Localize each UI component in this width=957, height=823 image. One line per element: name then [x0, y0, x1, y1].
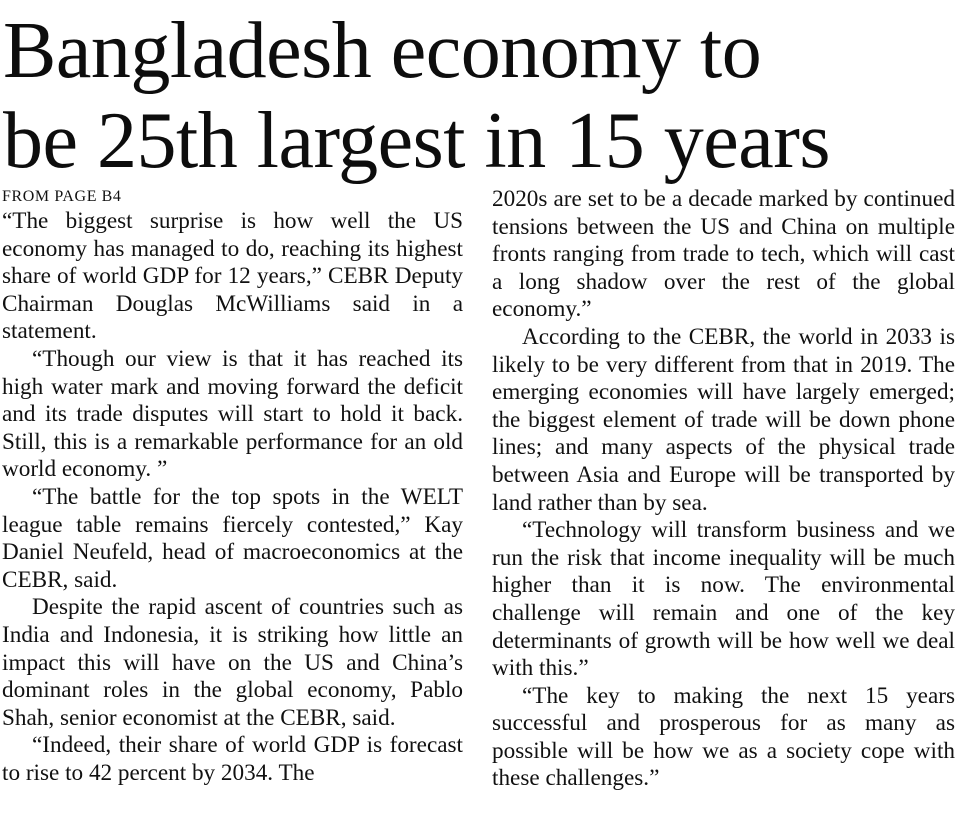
headline-line-2: be 25th largest in 15 years	[3, 97, 831, 185]
paragraph: “Indeed, their share of world GDP is forecast to rise to 42 percent by 2034. The	[2, 732, 463, 786]
paragraph-continued: 2020s are set to be a decade marked by continued tensions between the US and China on multiple fronts ranging from trade to tech, which will cast a long shadow over the rest of the global economy.”	[492, 186, 955, 323]
paragraph: “Though our view is that it has reached its high water mark and moving forward the deficit and its trade disputes will start to hold it back. Still, this is a remarkable performance for an old world economy. ”	[2, 345, 463, 483]
paragraph: “The biggest surprise is how well the US economy has managed to do, reaching its highest share of world GDP for 12 years,” CEBR Deputy Chairman Douglas McWilliams said in a statement.	[2, 208, 463, 345]
left-column	[2, 186, 463, 787]
paragraph: “Technology will transform business and we run the risk that income inequality will be much higher than it is now. The environmental challenge will remain and one of the key determinants of growth will be how well we deal with this.”	[492, 517, 955, 682]
headline	[3, 6, 953, 186]
paragraph: “The key to making the next 15 years successful and prosperous for as many as possible will be how we as a society cope with these challenges.”	[492, 682, 955, 792]
paragraph: Despite the rapid ascent of countries such as India and Indonesia, it is striking how little an impact this will have on the US and China’s dominant roles in the global economy, Pablo Shah, senior economist at the CEBR, said.	[2, 594, 463, 731]
headline-line-1: Bangladesh economy to	[3, 7, 762, 95]
right-column	[492, 186, 955, 793]
paragraph: “The battle for the top spots in the WELT league table remains fiercely contested,” Kay Daniel Neufeld, head of macroeconomics at the CEBR, said.	[2, 483, 463, 593]
paragraph: According to the CEBR, the world in 2033 is likely to be very different from that in 2019. The emerging economies will have largely emerged; the biggest element of trade will be down phone lines; and many aspects of the physical trade between Asia and Europe will be transported by land rather than by sea.	[492, 323, 955, 516]
continuation-kicker: FROM PAGE B4	[2, 188, 122, 205]
